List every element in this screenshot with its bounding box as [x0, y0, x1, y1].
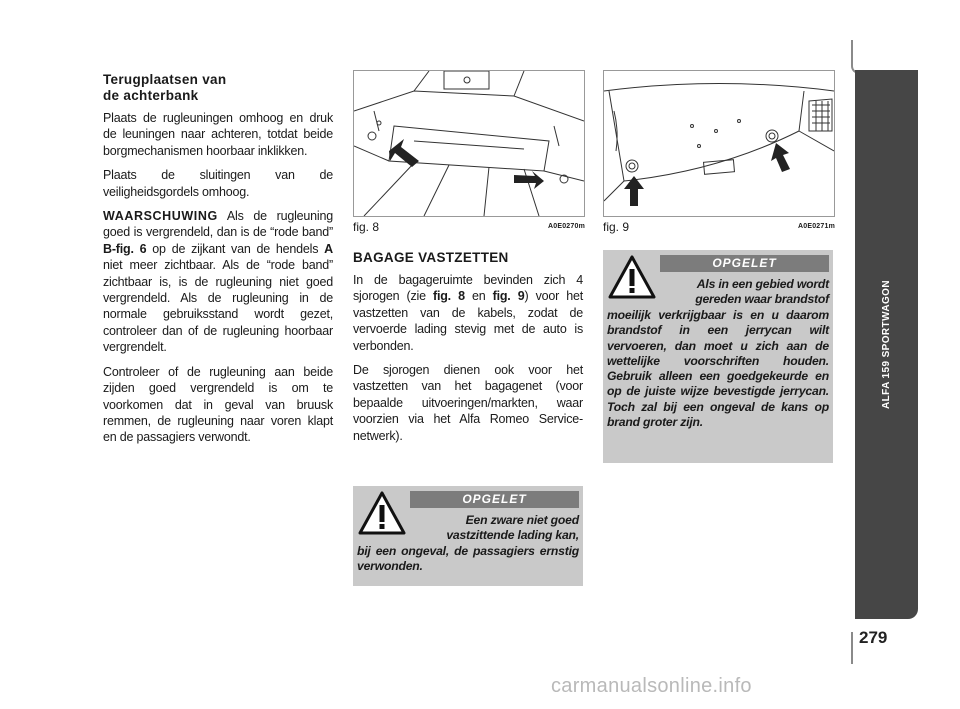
paragraph: De sjorogen dienen ook voor het vastzetten van het bagagenet (voor bepaalde uitvoeringen/markten, waar voorzien via het Alfa Romeo Service-netwerk). — [353, 363, 583, 443]
warning-title: OPGELET — [410, 491, 579, 508]
figure-label: fig. 9 — [603, 220, 630, 234]
paragraph: Controleer of de rugleuning aan beide zijden goed vergrendeld is om te voorkomen dat in geval van bruusk remmen, de rugleuning naar voren klapt en de passagiers verwondt. — [103, 364, 333, 445]
warning-text-line: Als in een gebied wordt — [696, 277, 829, 291]
arrow-icon — [771, 143, 790, 172]
figure-code: A0E0271m — [797, 223, 835, 230]
figure-reference: B-fig. 6 — [103, 241, 147, 256]
warning-triangle-icon — [607, 254, 657, 300]
section-luggage — [353, 250, 583, 452]
figure-reference: fig. 9 — [492, 289, 525, 304]
margin-line — [851, 632, 853, 664]
luggage-side-drawing — [604, 71, 834, 216]
warning-box-fuel — [603, 250, 833, 463]
luggage-floor-drawing — [354, 71, 584, 216]
figure-reference: fig. 8 — [432, 289, 465, 304]
figure-9-illustration — [603, 70, 835, 217]
warning-label: WAARSCHUWING — [103, 209, 218, 224]
watermark: carmanualsonline.info — [551, 675, 752, 697]
figure-label: fig. 8 — [353, 220, 380, 234]
warning-box-load — [353, 486, 583, 586]
section-heading: BAGAGE VASTZETTEN — [353, 250, 509, 265]
warning-text: bij een ongeval, de passagiers ernstig verwonden. — [357, 544, 579, 574]
figure-code: A0E0270m — [547, 223, 585, 230]
page-number: 279 — [859, 628, 888, 647]
arrow-icon — [389, 139, 419, 167]
chapter-tab-title: ALFA 159 SPORTWAGON — [881, 280, 893, 409]
figure-8-illustration — [353, 70, 585, 217]
warning-triangle-icon — [357, 490, 407, 536]
section-rear-seat — [103, 72, 333, 454]
warning-title: OPGELET — [660, 255, 829, 272]
margin-line — [851, 40, 853, 60]
warning-text-line: vastzittende lading kan, — [446, 528, 579, 542]
paragraph: In de bagageruimte bevinden zich 4 sjorogen (zie fig. 8 en fig. 9) voor het vastzetten van de kabels, zodat de vervoerde lading stevig met de auto is verbonden. — [353, 273, 584, 353]
warning-text: moeilijk verkrijgbaar is en u daarom brandstof in een jerrycan wilt vervoeren, dan moet u zich aan de wettelijke voorschriften houden. Gebruik alleen een goedgekeurde en op de juiste wijze bevestigde jerrycan. Toch zal bij een ongeval de kans op brand groter zijn. — [607, 308, 829, 430]
paragraph: Plaats de rugleuningen omhoog en druk de leuningen naar achteren, totdat beide borgmechanismen hoorbaar inklikken. — [103, 111, 333, 158]
paragraph: Plaats de sluitingen van de veiligheidsgordels omhoog. — [103, 168, 333, 199]
warning-paragraph: WAARSCHUWING Als de rugleuning goed is vergrendeld, dan is de “rode band” B-fig. 6 op de zijkant van de hendels A niet meer zichtbaar. Als de “rode band” zichtbaar is, is de rugleuning niet goed vergrendeld. Als de rugleuning in de normale gebruiksstand wordt gezet, controleer dan of de rugleuning hoorbaar vergrendelt. — [103, 209, 333, 355]
warning-text-line: Een zware niet goed — [465, 513, 579, 527]
section-heading: Terugplaatsen van de achterbank — [103, 72, 227, 103]
lever-letter: A — [324, 241, 333, 256]
warning-text-line: gereden waar brandstof — [695, 292, 829, 306]
